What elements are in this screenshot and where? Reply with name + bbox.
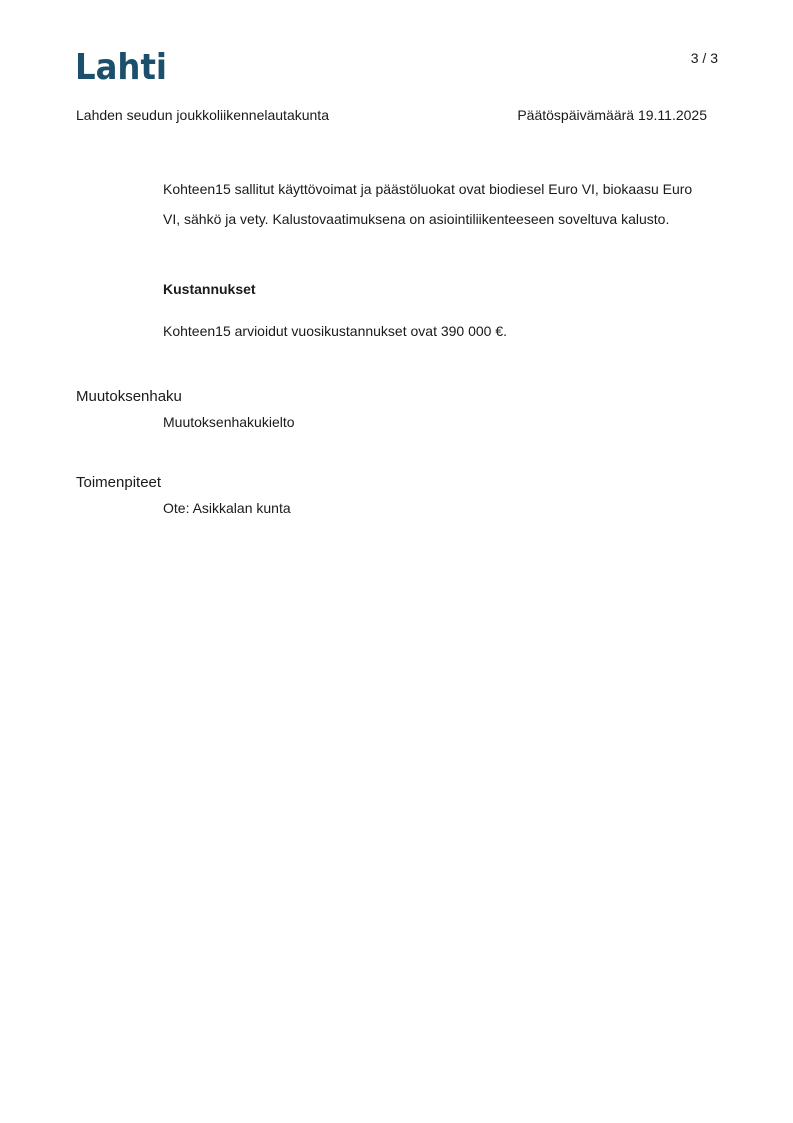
body-paragraph: Kohteen15 sallitut käyttövoimat ja päästöluokat ovat biodiesel Euro VI, biokaasu Euro VI, sähkö ja vety. Kalustovaatimuksena on asiointiliikenteeseen soveltuva kalusto. [163, 181, 693, 227]
costs-subheading: Kustannukset [163, 281, 256, 297]
appeal-text: Muutoksenhakukielto [163, 414, 295, 430]
actions-heading: Toimenpiteet [76, 474, 162, 491]
organization-name: Lahden seudun joukkoliikennelautakunta [76, 107, 329, 123]
decision-date: Päätöspäivämäärä 19.11.2025 [517, 107, 707, 123]
appeal-heading: Muutoksenhaku [76, 388, 182, 405]
costs-paragraph: Kohteen15 arvioidut vuosikustannukset ovat 390 000 €. [163, 323, 508, 339]
svg-text:Lahti: Lahti [75, 47, 167, 88]
actions-text: Ote: Asikkalan kunta [163, 500, 291, 516]
page-number: 3 / 3 [690, 50, 718, 66]
lahti-logo [75, 46, 167, 88]
